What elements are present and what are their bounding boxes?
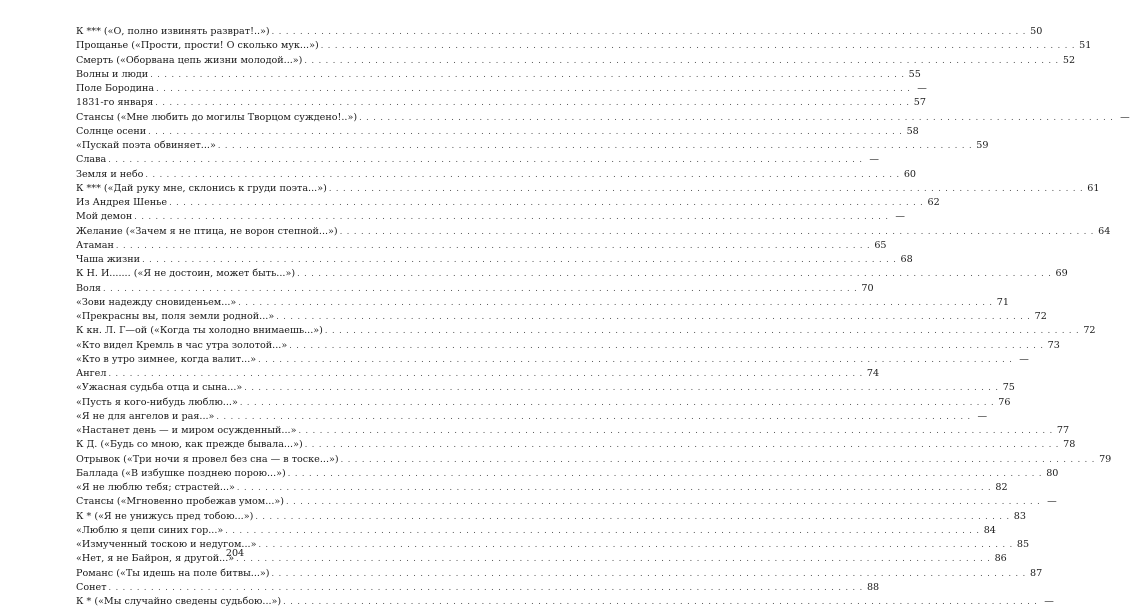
dot-leader [272,25,1027,39]
dot-leader [321,39,1076,53]
toc-entry-title: «Кто видел Кремль в час утра золотой...» [76,339,288,351]
toc-entry [76,438,1076,452]
toc-entry-title: «Я не люблю тебя; страстей...» [76,482,235,493]
toc-entry-page: — [1047,496,1057,508]
dot-leader [305,438,1060,452]
toc-entry-page: 82 [995,482,1008,493]
toc-entry [76,324,1096,338]
toc-entry-page: 50 [1030,26,1043,37]
toc-entry-title: Чаша жизни [76,254,141,265]
toc-entry-title: К * («Мы случайно сведены судьбою...») [76,596,282,607]
toc-entry-title: «Измученный тоскою и недугом...» [76,539,257,550]
toc-entry [76,310,1047,324]
toc-entry-title: Стансы («Мне любить до могилы Творцом суждено!..») [76,111,358,123]
toc-entry-page: 88 [866,581,880,593]
toc-entry-title: «Пусть я кого-нибудь люблю...» [76,396,238,408]
toc-entry-title: «Кто в утро зимнее, когда валит...» [76,353,257,365]
toc-entry-title: «Пускай поэта обвиняет...» [76,140,216,151]
toc-entry-title: «Настанет день — и миром осужденный...» [76,425,297,436]
toc-entry-page: 72 [1034,311,1047,322]
toc-entry-page: — [977,410,988,422]
toc-entry-title: К * («Я не унижусь пред тобою...») [76,510,254,522]
toc-entry-page: — [1120,111,1130,123]
toc-entry [76,111,1130,125]
dot-leader [297,267,1052,281]
toc-entry-title: Желание («Зачем я не птица, не ворон степной...») [76,225,338,237]
toc-entry-title: К Д. («Будь со мною, как прежде бывала...») [76,439,303,451]
toc-entry [76,424,1070,438]
dot-leader [108,367,863,381]
toc-entry-page: 59 [976,140,989,151]
dot-leader [155,96,910,110]
toc-entry-title: Из Андрея Шенье [76,197,168,208]
toc-entry-title: Стансы («Мгновенно пробежав умом...») [76,496,285,508]
toc-entry [76,567,1043,581]
toc-entry [76,196,940,210]
toc-entry [76,367,880,381]
dot-leader [325,324,1080,338]
toc-entry-page: 74 [866,368,880,379]
toc-entry-page: 64 [1098,225,1111,237]
toc-entry [76,125,919,139]
toc-entry [76,524,996,538]
toc-entry [76,267,1068,281]
toc-entry [76,396,1011,410]
toc-entry-page: — [869,154,879,166]
dot-leader [169,196,924,210]
dot-leader [329,182,1084,196]
toc-entry-page: 78 [1063,439,1076,451]
toc-entry [76,239,887,253]
toc-entry-page: 61 [1087,182,1100,194]
toc-entry-page: 84 [983,524,996,536]
toc-entry [76,581,880,595]
toc-entry [76,381,1015,395]
toc-entry [76,410,988,424]
toc-entry [76,168,917,182]
dot-leader [258,353,1013,367]
dot-leader [116,239,871,253]
dot-leader [283,595,1038,609]
toc-entry-title: Земля и небо [76,168,144,180]
toc-entry [76,54,1076,68]
dot-leader [255,510,1010,524]
dot-leader [218,139,973,153]
toc-entry-title: К *** («О, полно извинять разврат!..») [76,26,270,37]
toc-entry-page: 79 [1099,453,1112,465]
toc-entry [76,96,926,110]
toc-entry-title: 1831-го января [76,97,154,109]
dot-leader [150,68,905,82]
toc-entry-page: 51 [1079,40,1092,52]
toc-entry-title: К *** («Дай руку мне, склонись к груди поэта...») [76,182,327,194]
toc-entry-page: 72 [1083,325,1096,337]
toc-entry-title: Атаман [76,239,114,251]
toc-entry-page: 77 [1056,425,1070,436]
toc-entry [76,225,1111,239]
toc-entry-page: 52 [1062,54,1076,66]
toc-entry [76,68,921,82]
toc-entry-title: К Н. И....... («Я не достоин, может быть...») [76,268,296,280]
dot-leader [341,453,1096,467]
toc-entry-page: 58 [906,125,919,137]
toc-entry-page: 55 [908,68,921,80]
dot-leader [134,210,889,224]
page-number: 204 [225,548,245,559]
toc-entry [76,82,927,96]
toc-entry-title: Воля [76,282,101,294]
toc-entry-page: 70 [861,282,874,294]
toc-entry-page: 57 [913,97,926,109]
toc-entry [76,339,1060,353]
toc-entry [76,453,1112,467]
dot-leader [145,168,900,182]
toc-entry [76,353,1029,367]
toc-entry-title: «Ужасная судьба отца и сына...» [76,382,243,394]
toc-entry-title: «Люблю я цепи синих гор...» [76,524,224,536]
toc-entry-title: Отрывок («Три ночи я провел без сна — в тоске...») [76,453,339,465]
toc-entry-page: 62 [927,197,940,208]
toc-entry-title: Смерть («Оборвана цепь жизни молодой...») [76,54,303,66]
toc-entry-title: Прощанье («Прости, прости! О сколько мук...») [76,40,319,52]
toc-entry-page: — [895,211,905,223]
toc-entry-title: Слава [76,154,107,166]
dot-leader [272,567,1027,581]
dot-leader [304,54,1059,68]
toc-entry-page: 83 [1013,510,1026,522]
dot-leader [276,310,1031,324]
toc-entry [76,253,913,267]
toc-entry [76,210,905,224]
toc-entry [76,39,1092,53]
dot-leader [156,82,911,96]
toc-entry-title: «Я не для ангелов и рая...» [76,410,215,422]
toc-entry [76,296,1009,310]
toc-entry-page: 86 [994,553,1007,565]
dot-leader [148,125,903,139]
toc-entry-title: «Зови надежду сновиденьем...» [76,296,237,308]
dot-leader [298,424,1053,438]
toc-entry-page: 71 [996,296,1009,308]
toc-entry [76,510,1026,524]
toc-entry [76,153,879,167]
toc-entry-page: 87 [1029,567,1043,579]
toc-entry [76,139,989,153]
toc-entry [76,595,1054,609]
dot-leader [289,339,1044,353]
toc-entry-page: 60 [903,168,917,180]
dot-leader [142,253,897,267]
dot-leader [288,467,1043,481]
toc-entry-title: Поле Бородина [76,83,155,94]
toc-entry-title: Баллада («В избушке позднею порою...») [76,467,286,479]
toc-entry-page: — [1019,353,1029,365]
toc-entry-page: — [917,83,927,94]
toc-entry-title: Ангел [76,368,107,379]
dot-leader [216,410,971,424]
toc-entry-title: «Прекрасны вы, поля земли родной...» [76,311,275,322]
table-of-contents [76,25,1130,609]
toc-entry-page: 85 [1016,539,1030,550]
toc-entry-title: «Нет, я не Байрон, я другой...» [76,553,235,565]
toc-entry-page: 69 [1055,268,1068,280]
dot-leader [359,111,1114,125]
dot-leader [103,282,858,296]
toc-entry-page: — [1044,596,1054,607]
toc-entry-title: Романс («Ты идешь на поле битвы...») [76,567,270,579]
toc-entry [76,282,874,296]
toc-entry-page: 80 [1046,467,1059,479]
dot-leader [244,381,999,395]
dot-leader [225,524,980,538]
dot-leader [240,396,995,410]
toc-entry-title: Мой демон [76,211,133,223]
toc-entry [76,182,1100,196]
dot-leader [109,581,864,595]
dot-leader [237,481,992,495]
toc-entry [76,467,1059,481]
toc-entry-title: Сонет [76,581,107,593]
toc-entry-page: 76 [998,396,1011,408]
toc-entry-page: 68 [900,254,913,265]
toc-entry-page: 65 [874,239,887,251]
dot-leader [108,153,863,167]
toc-entry-title: Волны и люди [76,68,149,80]
toc-entry [76,495,1057,509]
dot-leader [238,296,993,310]
toc-entry-title: Солнце осени [76,125,147,137]
toc-entry-title: К кн. Л. Г—ой («Когда ты холодно внимаешь...») [76,325,323,337]
dot-leader [340,225,1095,239]
dot-leader [286,495,1041,509]
toc-entry [76,481,1008,495]
toc-entry-page: 73 [1047,339,1060,351]
toc-entry-page: 75 [1002,382,1015,394]
toc-entry [76,25,1043,39]
